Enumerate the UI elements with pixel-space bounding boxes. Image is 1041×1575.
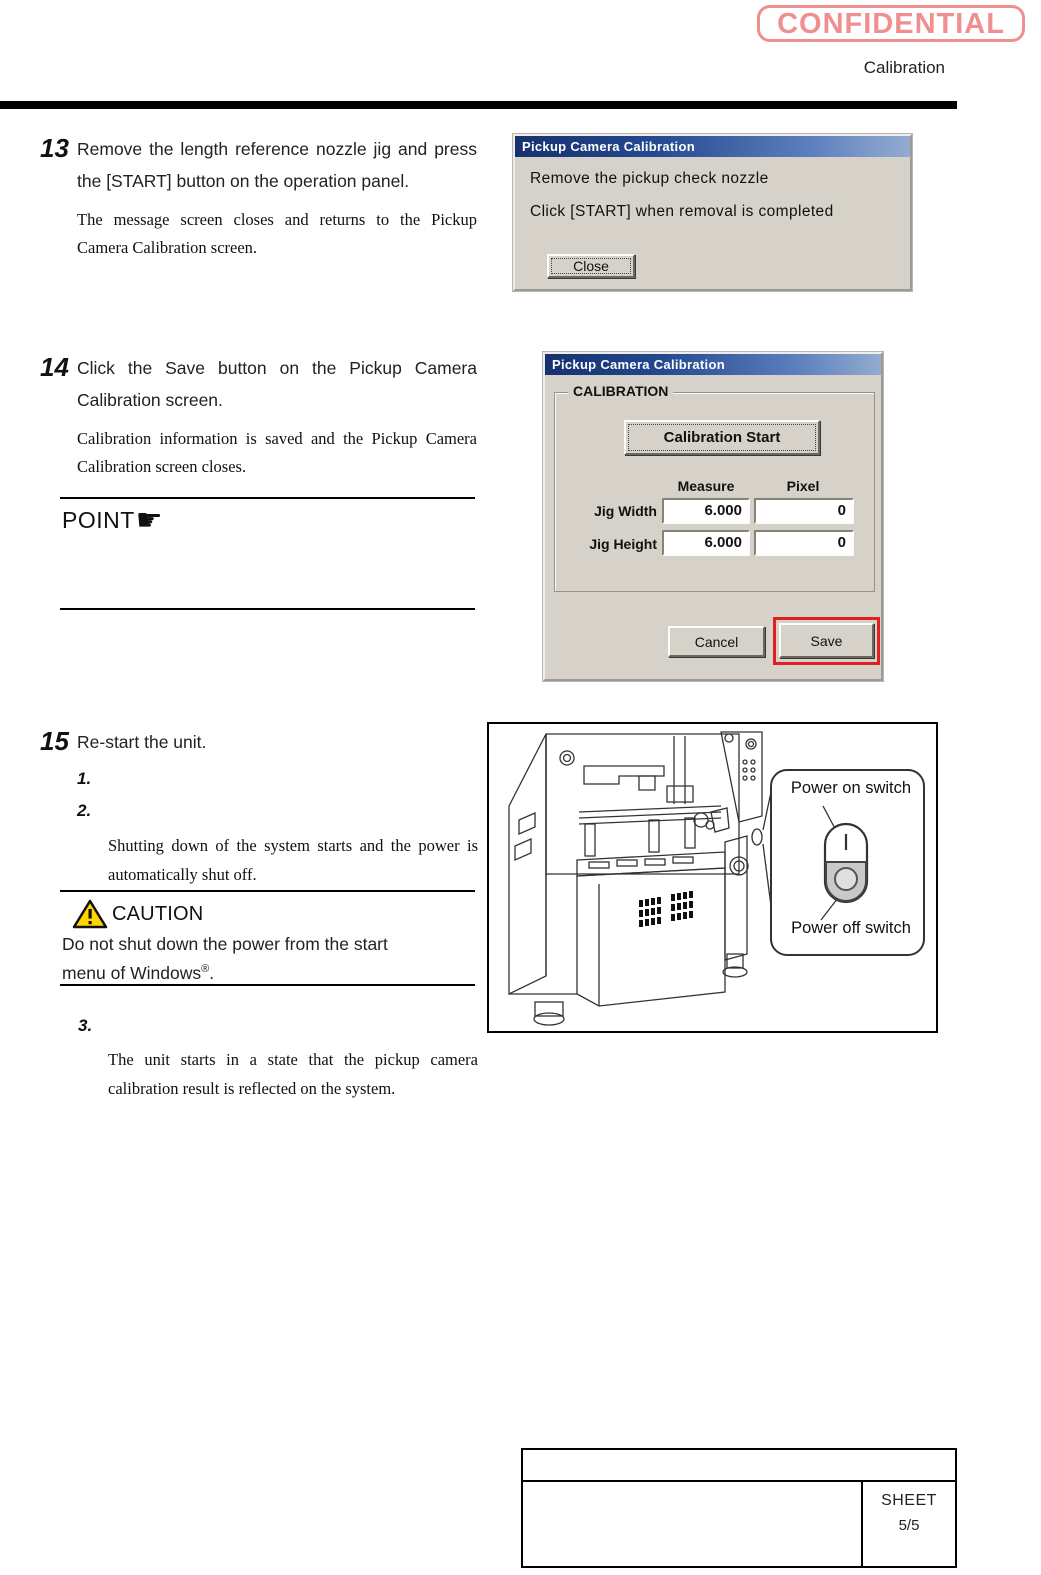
dialog1-message-1: Remove the pickup check nozzle [530,170,769,187]
sheet-label: SHEET [881,1492,937,1509]
caution-text-line1: Do not shut down the power from the start [62,934,388,954]
step-15-substep-3: 3. [78,1016,93,1035]
step-13 [40,133,477,262]
caution-label: CAUTION [112,902,204,925]
step-14-number: 14 [40,352,69,382]
pickup-camera-calibration-message-dialog [513,134,912,291]
step-15-number: 15 [40,726,69,756]
point-section [60,497,475,610]
caution-text [62,932,475,986]
jig-width-pixel-field[interactable]: 0 [754,498,854,524]
dialog2-titlebar: Pickup Camera Calibration [545,354,881,375]
step-15-substep-2: 2. [77,801,92,820]
pixel-column-header: Pixel [786,478,820,494]
jig-height-pixel-field[interactable]: 0 [754,530,854,556]
pickup-camera-calibration-dialog [543,352,883,681]
header-rule [0,101,957,109]
step-15-substep-2-result: Shutting down of the system starts and the power is automatically shut off. [108,836,478,884]
confidential-stamp: CONFIDENTIAL [757,5,1025,42]
machine-line-drawing [489,724,936,1031]
cancel-button[interactable]: Cancel [668,626,765,657]
power-off-switch-label: Power off switch [791,919,911,937]
step-15-instruction: Re-start the unit. [77,732,207,752]
step-13-result: The message screen closes and returns to the Pickup Camera Calibration screen. [77,210,477,257]
caution-section [60,890,475,986]
warning-triangle-icon [72,898,108,930]
step-15 [40,726,477,889]
calibration-group-box [554,383,875,592]
step-13-instruction: Remove the length reference nozzle jig and press the [START] button on the operation panel. [77,139,477,191]
dialog1-titlebar: Pickup Camera Calibration [515,136,910,157]
step-13-number: 13 [40,133,69,163]
calibration-group-label: CALIBRATION [568,383,673,399]
step-15-substep-3-result: The unit starts in a state that the pickup camera calibration result is reflected on the system. [108,1050,478,1098]
sheet-table-main-cell [523,1482,861,1566]
step-14-result: Calibration information is saved and the Pickup Camera Calibration screen closes. [77,429,477,476]
dialog1-message-2: Click [START] when removal is completed [530,203,834,220]
jig-height-label: Jig Height [589,536,657,552]
point-label: POINT [62,507,135,533]
page-section-title: Calibration [863,58,945,77]
machine-figure [487,722,938,1033]
sheet-number: 5/5 [898,1517,920,1534]
sheet-info-table [521,1448,957,1568]
calibration-start-button[interactable]: Calibration Start [624,420,820,455]
sheet-table-sheet-cell [861,1482,955,1566]
pointing-hand-icon: ☛ [135,503,163,537]
measure-column-header: Measure [677,478,735,494]
jig-height-measure-field[interactable]: 6.000 [662,530,750,556]
jig-width-label: Jig Width [594,503,657,519]
save-button[interactable]: Save [779,623,874,658]
caution-text-line2: menu of Windows®. [62,962,215,983]
step-14 [40,352,477,481]
close-button[interactable]: Close [547,254,635,278]
sheet-table-empty-row [523,1450,955,1482]
step-14-instruction: Click the Save button on the Pickup Camera Calibration screen. [77,358,477,410]
step-15-substep-1: 1. [77,769,92,788]
jig-width-measure-field[interactable]: 6.000 [662,498,750,524]
power-on-switch-label: Power on switch [790,779,912,797]
